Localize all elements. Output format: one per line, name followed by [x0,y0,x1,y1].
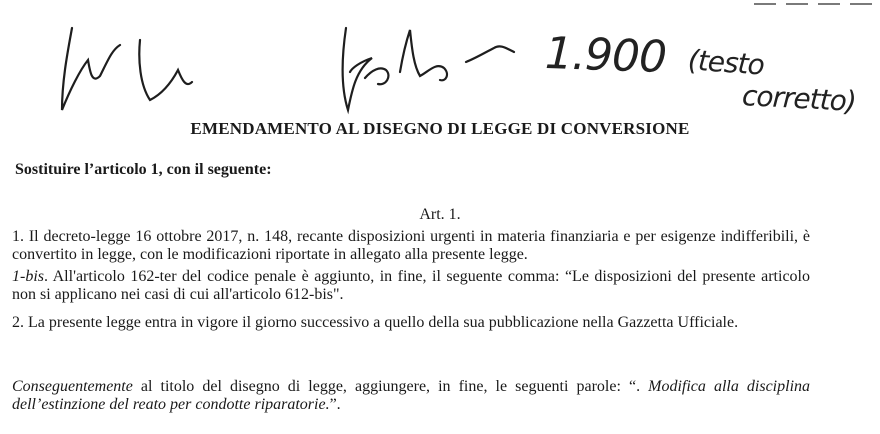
paragraph-1: 1. Il decreto-legge 16 ottobre 2017, n. 148, recante disposizioni urgenti in materia finanziaria e per esigenze indifferibili, è convertito in legge, con le modificazioni riportate in allegato alla presente legge. [12,228,810,263]
closing-italic-2: Modifica alla disciplina dell’estinzione del reato per condotte riparatorie. [12,378,811,413]
handwritten-number: 1.900 [544,27,667,84]
closing-end: ”. [329,396,341,413]
scan-artifact-dashes [754,3,872,5]
handwritten-signature [343,28,515,110]
closing-italic-1: Conseguentemente [12,378,133,395]
paragraph-2: 2. La presente legge entra in vigore il giorno successivo a quello della sua pubblicazione nella Gazzetta Ufficiale. [12,314,739,331]
closing-text: al titolo del disegno di legge, aggiungere, in fine, le seguenti parole: “. [132,378,649,395]
handwritten-initials [62,28,192,110]
instruction-line: Sostituire l’articolo 1, con il seguente: [15,161,272,178]
article-heading: Art. 1. [419,206,461,223]
paragraph-1-bis [12,268,810,304]
paragraph-1-bis-text: . All'articolo 162-ter del codice penale è aggiunto, in fine, il seguente comma: “Le disposizioni del presente articolo non si applicano nei casi di cui all'articolo 612-bis". [12,268,810,303]
handwritten-note-line-2: corretto) [741,79,857,118]
document-title: EMENDAMENTO AL DISEGNO DI LEGGE DI CONVERSIONE [190,119,690,138]
handwritten-note-line-1: (testo [686,43,765,82]
paragraph-1-bis-label: 1-bis [12,268,44,285]
closing-paragraph [12,378,810,414]
